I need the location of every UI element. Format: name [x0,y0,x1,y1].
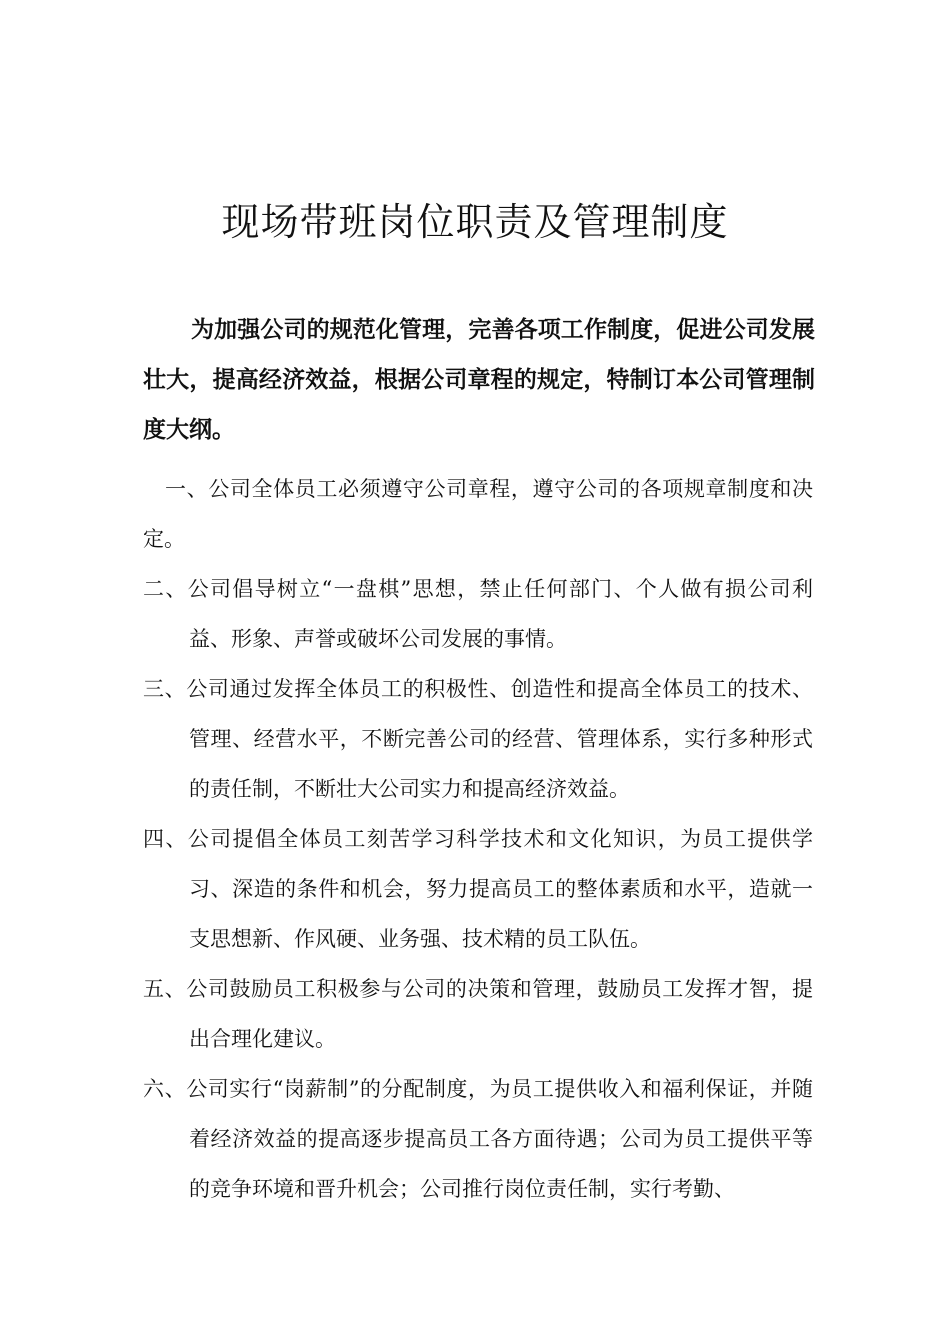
clause-item-2: 二、公司倡导树立“一盘棋”思想，禁止任何部门、个人做有损公司利益、形象、声誉或破坏公司发展的事情。 [143,577,813,651]
clause-list [143,464,813,1214]
intro-paragraph: 为加强公司的规范化管理，完善各项工作制度，促进公司发展壮大，提高经济效益，根据公司章程的规定，特制订本公司管理制度大纲。 [143,317,815,443]
clause-item-4: 四、公司提倡全体员工刻苦学习科学技术和文化知识，为员工提供学习、深造的条件和机会，努力提高员工的整体素质和水平，造就一支思想新、作风硬、业务强、技术精的员工队伍。 [143,827,813,951]
clause-item-3: 三、公司通过发挥全体员工的积极性、创造性和提高全体员工的技术、管理、经营水平，不断完善公司的经营、管理体系，实行多种形式的责任制，不断壮大公司实力和提高经济效益。 [143,677,813,801]
clause-item-1: 一、公司全体员工必须遵守公司章程，遵守公司的各项规章制度和决定。 [143,477,813,551]
clause-item-5: 五、公司鼓励员工积极参与公司的决策和管理，鼓励员工发挥才智，提出合理化建议。 [143,977,813,1051]
clause-item-6: 六、公司实行“岗薪制”的分配制度，为员工提供收入和福利保证，并随着经济效益的提高逐步提高员工各方面待遇；公司为员工提供平等的竞争环境和晋升机会；公司推行岗位责任制，实行考勤、 [143,1077,813,1201]
document-title: 现场带班岗位职责及管理制度 [221,200,729,244]
